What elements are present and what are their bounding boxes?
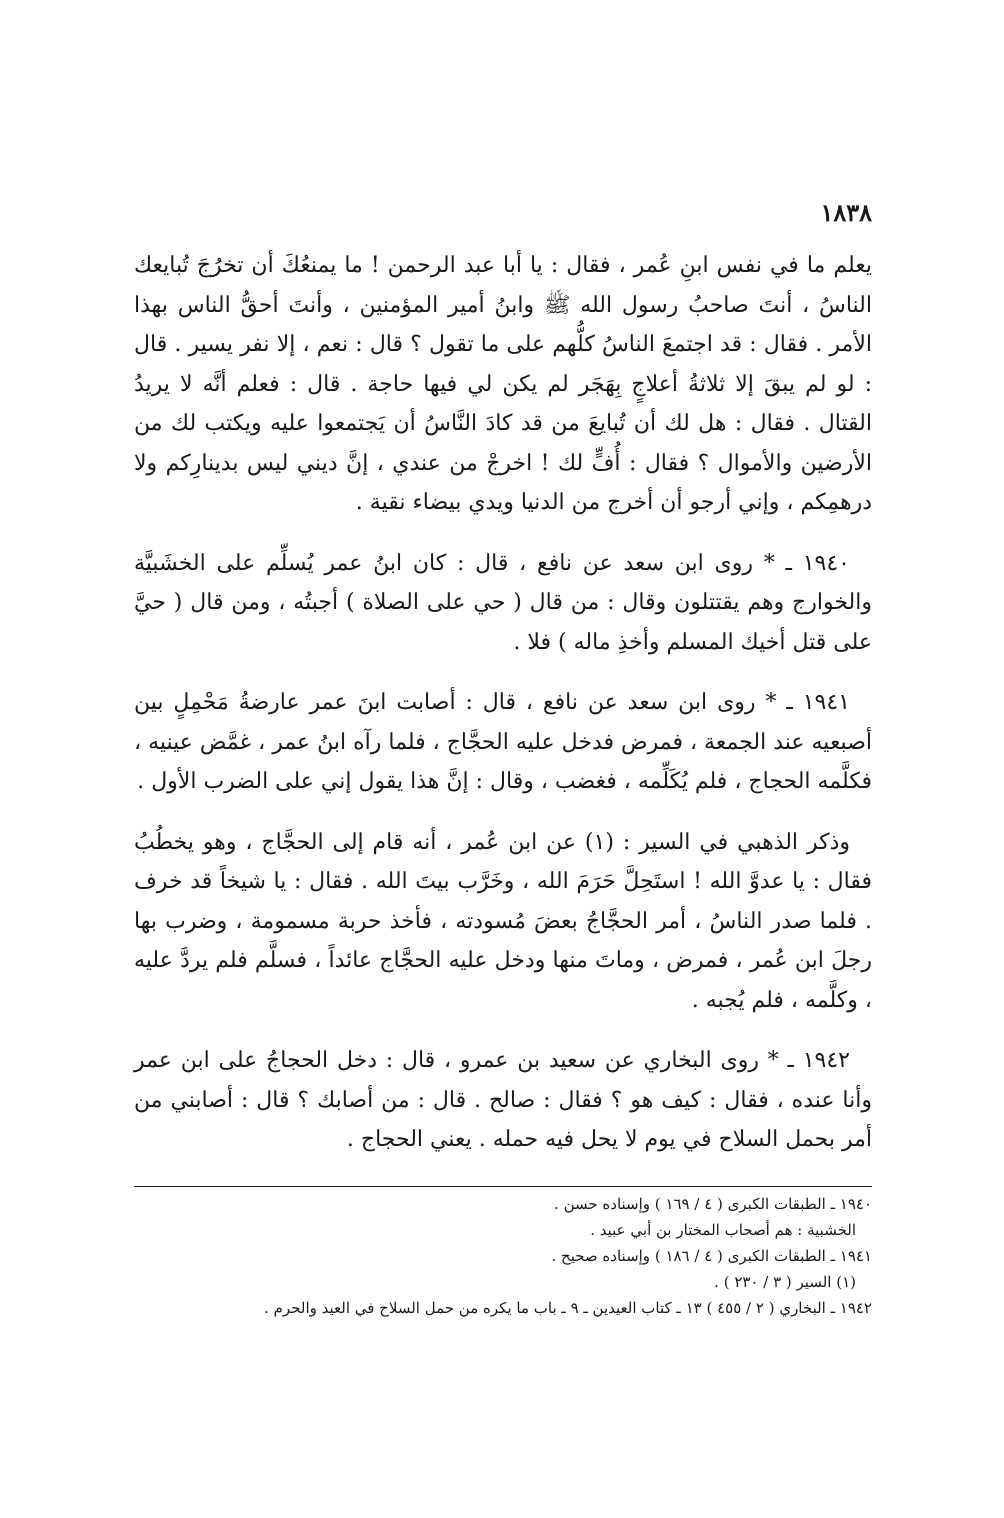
page-number: ١٨٣٨ xyxy=(820,198,872,227)
footnote-1941: ١٩٤١ ـ الطبقات الكبرى ( ٤ / ١٨٦ ) وإسناده صحيح . xyxy=(551,1247,872,1265)
footnote-1940: ١٩٤٠ ـ الطبقات الكبرى ( ٤ / ١٦٩ ) وإسناده حسن . xyxy=(554,1195,872,1213)
footnote-khashabiyya: الخشبية : هم أصحاب المختار بن أبي عبيد . xyxy=(590,1221,856,1239)
footnote-siyar: (١) السير ( ٣ / ٢٣٠ ) . xyxy=(714,1273,856,1291)
paragraph-dhahabi: وذكر الذهبي في السير : (١) عن ابن عُمر ، أنه قام إلى الحجَّاج ، وهو يخطُبُ فقال : يا عدوَّ الله ! استَحِلَّ حَرَمَ الله ، وخَرَّب بيتَ الله . فقال : يا شيخاً قد خرف . فلما صدر الناسُ ، أمر الحجَّاجُ بعضَ مُسودته ، فأخذ حربة مسمومة ، وضرب بها رجلَ ابن عُمر ، فمرض ، وماتَ منها ودخل عليه الحجَّاج عائداً ، فسلَّم فلم يردَّ عليه ، وكلَّمه ، فلم يُجبه . xyxy=(134,829,872,1013)
paragraph-continuation: يعلم ما في نفس ابنِ عُمر ، فقال : يا أبا عبد الرحمن ! ما يمنعُكَ أن تخرُجَ تُبايعك الناسُ ، أنتَ صاحبُ رسول الله ﷺ وابنُ أمير المؤمنين ، وأنتَ أحقُّ الناس بهذا الأمر . فقال : قد اجتمعَ الناسُ كلُّهم على ما تقول ؟ قال : نعم ، إلا نفر يسير . قال : لو لم يبقَ إلا ثلاثةُ أعلاجٍ بِهَجَر لم يكن لي فيها حاجة . قال : فعلم أنَّه لا يريدُ القتال . فقال : هل لك أن تُبايعَ من قد كادَ النَّاسُ أن يَجتمعوا عليه ويكتب لك من الأرضين والأموال ؟ فقال : أُفٍّ لك ! اخرجْ من عندي ، إنَّ ديني ليس بدينارِكم ولا درهمِكم ، وإني أرجو أن أخرج من الدنيا ويدي بيضاء نقية . xyxy=(134,253,872,515)
main-text xyxy=(134,246,872,1181)
paragraph-1942: ١٩٤٢ ـ * روى البخاري عن سعيد بن عمرو ، قال : دخل الحجاجُ على ابن عمر وأنا عنده ، فقال : كيف هو ؟ فقال : صالح . قال : من أصابك ؟ قال : أصابني من أمر بحمل السلاح في يوم لا يحل فيه حمله . يعني الحجاج . xyxy=(134,1048,872,1152)
footnote-1942: ١٩٤٢ ـ البخاري ( ٢ / ٤٥٥ ) ١٣ ـ كتاب العيدين ـ ٩ ـ باب ما يكره من حمل السلاح في العيد والحرم . xyxy=(264,1299,872,1317)
footnotes xyxy=(134,1186,872,1321)
paragraph-1940: ١٩٤٠ ـ * روى ابن سعد عن نافع ، قال : كان ابنُ عمر يُسلِّم على الخشَبيَّة والخوارج وهم يقتتلون وقال : من قال ( حي على الصلاة ) أجبتُه ، ومن قال ( حيَّ على قتل أخيك المسلم وأخذِ ماله ) فلا . xyxy=(134,550,872,655)
paragraph-1941: ١٩٤١ ـ * روى ابن سعد عن نافع ، قال : أصابت ابنَ عمر عارضةُ مَحْمِلٍ بين أصبعيه عند الجمعة ، فمرض فدخل عليه الحجَّاج ، فلما رآه ابنُ عمر ، غمَّض عينيه ، فكلَّمه الحجاج ، فلم يُكَلِّمه ، فغضب ، وقال : إنَّ هذا يقول إني على الضرب الأول . xyxy=(134,690,872,794)
